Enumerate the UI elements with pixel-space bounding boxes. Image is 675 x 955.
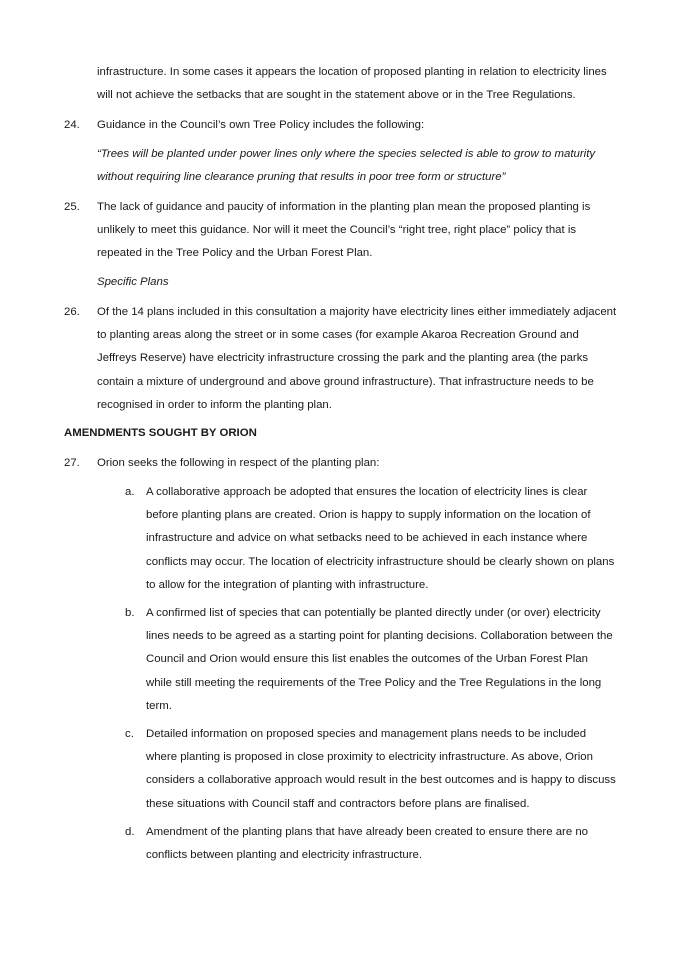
sub-item-d-text: Amendment of the planting plans that have already been created to ensure there are no conflicts between planting and electricity infrastructure. <box>146 826 588 862</box>
sub-item-d-letter: d. <box>125 826 135 838</box>
paragraph-25-number: 25. <box>64 201 80 213</box>
paragraph-26-text: Of the 14 plans included in this consultation a majority have electricity lines either immediately adjacent to planting areas along the street or in some cases (for example Akaroa Recreation Ground and Jeffreys Reserve) have electricity infrastructure crossing the park and the planting area (the parks contain a mixture of underground and above ground infrastructure). That infrastructure needs to be recognised in order to inform the planting plan. <box>97 306 617 411</box>
paragraph-25-text: The lack of guidance and paucity of information in the planting plan mean the proposed planting is unlikely to meet this guidance. Nor will it meet the Council’s “right tree, right place” policy that is repeated in the Tree Policy and the Urban Forest Plan. <box>97 201 591 260</box>
paragraph-26-number: 26. <box>64 306 80 318</box>
tree-policy-quote: “Trees will be planted under power lines only where the species selected is able to grow to maturity without requiring line clearance pruning that results in poor tree form or structure” <box>97 148 596 184</box>
paragraph-27-number: 27. <box>64 457 80 469</box>
sub-item-a-letter: a. <box>125 486 135 498</box>
sub-item-c-text: Detailed information on proposed species and management plans needs to be included where planting is proposed in close proximity to electricity infrastructure. As above, Orion considers a collaborative approach would result in the best outcomes and is happy to discuss these situations with Council staff and contractors before plans are finalised. <box>146 728 616 810</box>
sub-item-b-letter: b. <box>125 607 135 619</box>
paragraph-27-text: Orion seeks the following in respect of the planting plan: <box>97 457 380 469</box>
paragraph-24-text: Guidance in the Council’s own Tree Policy includes the following: <box>97 119 425 131</box>
amendments-section-heading: AMENDMENTS SOUGHT BY ORION <box>64 427 257 439</box>
paragraph-23-continuation: infrastructure. In some cases it appears the location of proposed planting in relation to electricity lines will not achieve the setbacks that are sought in the statement above or in the Tree Regulations. <box>97 66 607 102</box>
specific-plans-subheading: Specific Plans <box>97 276 169 288</box>
paragraph-24-number: 24. <box>64 119 80 131</box>
sub-item-a-text: A collaborative approach be adopted that ensures the location of electricity lines is clear before planting plans are created. Orion is happy to supply information on the location of infrastructure and advice on what setbacks need to be achieved in each instance where conflicts may occur. The location of electricity infrastructure should be clearly shown on plans to allow for the integration of planting with infrastructure. <box>146 486 615 591</box>
sub-item-c-letter: c. <box>125 728 134 740</box>
sub-item-b-text: A confirmed list of species that can potentially be planted directly under (or over) electricity lines needs to be agreed as a starting point for planting decisions. Collaboration between the Council and Orion would ensure this list enables the outcomes of the Urban Forest Plan while still meeting the requirements of the Tree Policy and the Tree Regulations in the long term. <box>146 607 613 712</box>
